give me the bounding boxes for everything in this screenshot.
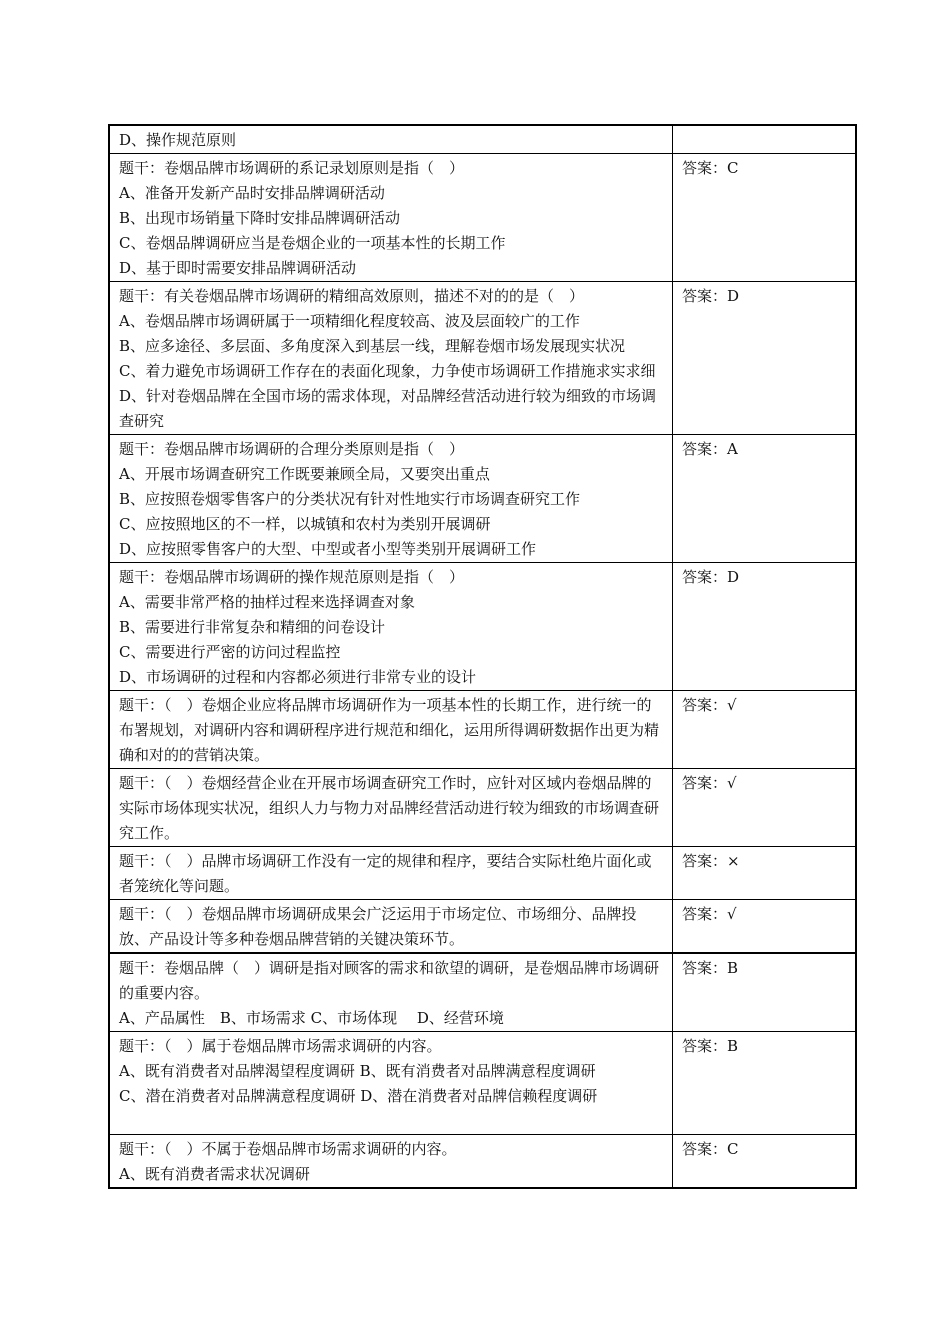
- option-line: B、出现市场销量下降时安排品牌调研活动: [119, 209, 401, 227]
- question-stem: 题干：（ ）卷烟经营企业在开展市场调查研究工作时，应针对区域内卷烟品牌的实际市场体现实状况，组织人力与物力对品牌经营活动进行较为细致的市场调查研究工作。: [119, 774, 660, 842]
- answer-cell: 答案：√: [673, 769, 857, 847]
- question-stem: 题干：卷烟品牌市场调研的操作规范原则是指（ ）: [119, 568, 465, 586]
- question-cell: [109, 1135, 673, 1189]
- question-stem: 题干：（ ）品牌市场调研工作没有一定的规律和程序，要结合实际杜绝片面化或者笼统化等问题。: [119, 852, 652, 895]
- answer-cell: 答案：×: [673, 847, 857, 900]
- question-stem: 题干：卷烟品牌市场调研的合理分类原则是指（ ）: [119, 440, 465, 458]
- table-row: [109, 435, 856, 563]
- question-cell: [109, 154, 673, 282]
- option-line: D、市场调研的过程和内容都必须进行非常专业的设计: [119, 668, 477, 686]
- option-line: A、开展市场调查研究工作既要兼顾全局，又要突出重点: [119, 465, 490, 483]
- answer-cell: 答案：√: [673, 691, 857, 769]
- option-line: A、准备开发新产品时安排品牌调研活动: [119, 184, 385, 202]
- question-stem: 题干：有关卷烟品牌市场调研的精细高效原则，描述不对的的是（ ）: [119, 287, 585, 305]
- question-cell: [109, 691, 673, 769]
- option-line: B、应按照卷烟零售客户的分类状况有针对性地实行市场调查研究工作: [119, 490, 581, 508]
- option-line: C、着力避免市场调研工作存在的表面化现象，力争使市场调研工作措施求实求细: [119, 362, 656, 380]
- answer-cell: 答案：C: [673, 1135, 857, 1189]
- option-line: A、需要非常严格的抽样过程来选择调查对象: [119, 593, 415, 611]
- question-stem: 题干：（ ）卷烟企业应将品牌市场调研作为一项基本性的长期工作，进行统一的布署规划，对调研内容和调研程序进行规范和细化，运用所得调研数据作出更为精确和对的的营销决策。: [119, 696, 660, 764]
- table-row: [109, 1032, 856, 1135]
- table-row: [109, 125, 856, 154]
- question-cell: [109, 435, 673, 563]
- table-row: [109, 282, 856, 435]
- table-row: [109, 769, 856, 847]
- option-line: D、针对卷烟品牌在全国市场的需求体现，对品牌经营活动进行较为细致的市场调查研究: [119, 387, 657, 430]
- question-cell: [109, 282, 673, 435]
- question-cell: [109, 563, 673, 691]
- qa-table: [108, 124, 857, 1189]
- question-stem: 题干：（ ）属于卷烟品牌市场需求调研的内容。: [119, 1037, 442, 1055]
- table-row: [109, 953, 856, 1032]
- option-line: A、产品属性 B、市场需求 C、市场体现 D、经营环境: [119, 1009, 504, 1027]
- answer-cell: 答案：D: [673, 282, 857, 435]
- option-line: A、卷烟品牌市场调研属于一项精细化程度较高、波及层面较广的工作: [119, 312, 580, 330]
- table-row: [109, 154, 856, 282]
- question-cell: [109, 125, 673, 154]
- option-line: C、卷烟品牌调研应当是卷烟企业的一项基本性的长期工作: [119, 234, 506, 252]
- question-cell: [109, 953, 673, 1032]
- option-line: C、潜在消费者对品牌满意程度调研 D、潜在消费者对品牌信赖程度调研: [119, 1087, 598, 1105]
- answer-cell: 答案：B: [673, 1032, 857, 1135]
- option-line: A、既有消费者需求状况调研: [119, 1165, 310, 1183]
- question-cell: [109, 847, 673, 900]
- option-line: B、需要进行非常复杂和精细的问卷设计: [119, 618, 386, 636]
- table-row: [109, 847, 856, 900]
- option-line: D、基于即时需要安排品牌调研活动: [119, 259, 357, 277]
- option-line: C、应按照地区的不一样，以城镇和农村为类别开展调研: [119, 515, 491, 533]
- question-stem: 题干：（ ）不属于卷烟品牌市场需求调研的内容。: [119, 1140, 457, 1158]
- answer-cell: 答案：B: [673, 953, 857, 1032]
- question-stem: 题干：卷烟品牌（ ）调研是指对顾客的需求和欲望的调研，是卷烟品牌市场调研的重要内容。: [119, 959, 660, 1002]
- question-stem: 题干：（ ）卷烟品牌市场调研成果会广泛运用于市场定位、市场细分、品牌投放、产品设计等多种卷烟品牌营销的关键决策环节。: [119, 905, 637, 948]
- answer-cell: 答案：√: [673, 900, 857, 954]
- answer-cell: 答案：C: [673, 154, 857, 282]
- table-row: [109, 1135, 856, 1189]
- option-line: C、需要进行严密的访问过程监控: [119, 643, 341, 661]
- question-stem: 题干：卷烟品牌市场调研的系记录划原则是指（ ）: [119, 159, 465, 177]
- question-cell: [109, 769, 673, 847]
- answer-cell: 答案：D: [673, 563, 857, 691]
- table-row: [109, 900, 856, 954]
- option-line: D、操作规范原则: [119, 131, 237, 149]
- table-row: [109, 691, 856, 769]
- answer-cell: 答案：A: [673, 435, 857, 563]
- option-line: D、应按照零售客户的大型、中型或者小型等类别开展调研工作: [119, 540, 537, 558]
- option-line: A、既有消费者对品牌渴望程度调研 B、既有消费者对品牌满意程度调研: [119, 1062, 596, 1080]
- table-row: [109, 563, 856, 691]
- question-cell: [109, 1032, 673, 1135]
- blank-line: [119, 1109, 664, 1134]
- answer-cell: [673, 125, 857, 154]
- option-line: B、应多途径、多层面、多角度深入到基层一线，理解卷烟市场发展现实状况: [119, 337, 626, 355]
- question-cell: [109, 900, 673, 954]
